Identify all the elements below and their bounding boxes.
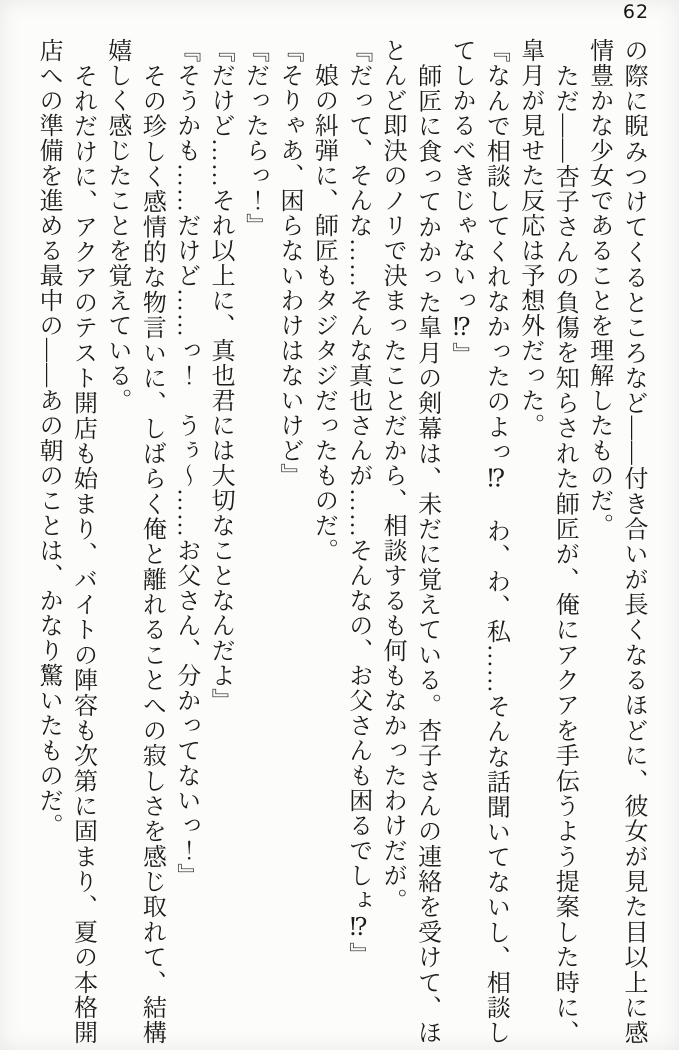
narration-paragraph: それだけに、アクアのテスト開店も始まり、バイトの陣容も次第に固まり、夏の本格開店への準備を進める最中の――あの朝のことは、かなり驚いたものだ。 <box>35 38 96 1045</box>
narration-paragraph: の際に睨みつけてくるところなど――付き合いが長くなるほどに、彼女が見た目以上に感情豊かな少女であることを理解したものだ。 <box>585 38 646 1045</box>
dialogue-paragraph: 『だって、そんな……そんな真也さんが……そんなの、お父さんも困るでしょ⁉』 <box>344 38 371 967</box>
dialogue-paragraph: 『だけど……それ以上に、真也君には大切なことなんだよ』 <box>207 38 234 713</box>
narration-paragraph: ただ――杏子さんの負傷を知らされた師匠が、俺にアクアを手伝うよう提案した時に、皐月が見せた反応は予想外だった。 <box>516 38 578 1045</box>
dialogue-paragraph: 『そうかも……だけど……っ！ うぅ〜……お父さん、分かってないっ！』 <box>172 38 199 888</box>
dialogue-paragraph: 『だったらっ！』 <box>241 38 268 238</box>
dialogue-paragraph: 『そりゃあ、困らないわけはないけど』 <box>275 38 302 488</box>
narration-paragraph: 娘の糾弾に、師匠もタジタジだったものだ。 <box>310 38 337 563</box>
dialogue-paragraph: 『なんで相談してくれなかったのよっ⁉ わ、わ、私……そんな話聞いてないし、相談してしかるべきじゃないっ⁉』 <box>447 38 509 1046</box>
novel-text-block <box>31 38 650 1045</box>
narration-paragraph: 師匠に食ってかかった皐月の剣幕は、未だに覚えている。杏子さんの連絡を受けて、ほとんど即決のノリで決まったことだから、相談するも何もなかったわけだが。 <box>379 38 440 1045</box>
narration-paragraph: その珍しく感情的な物言いに、しばらく俺と離れることへの寂しさを感じ取れて、結構嬉しく感じたことを覚えている。 <box>103 38 165 1045</box>
page-number: 62 <box>622 1 650 23</box>
